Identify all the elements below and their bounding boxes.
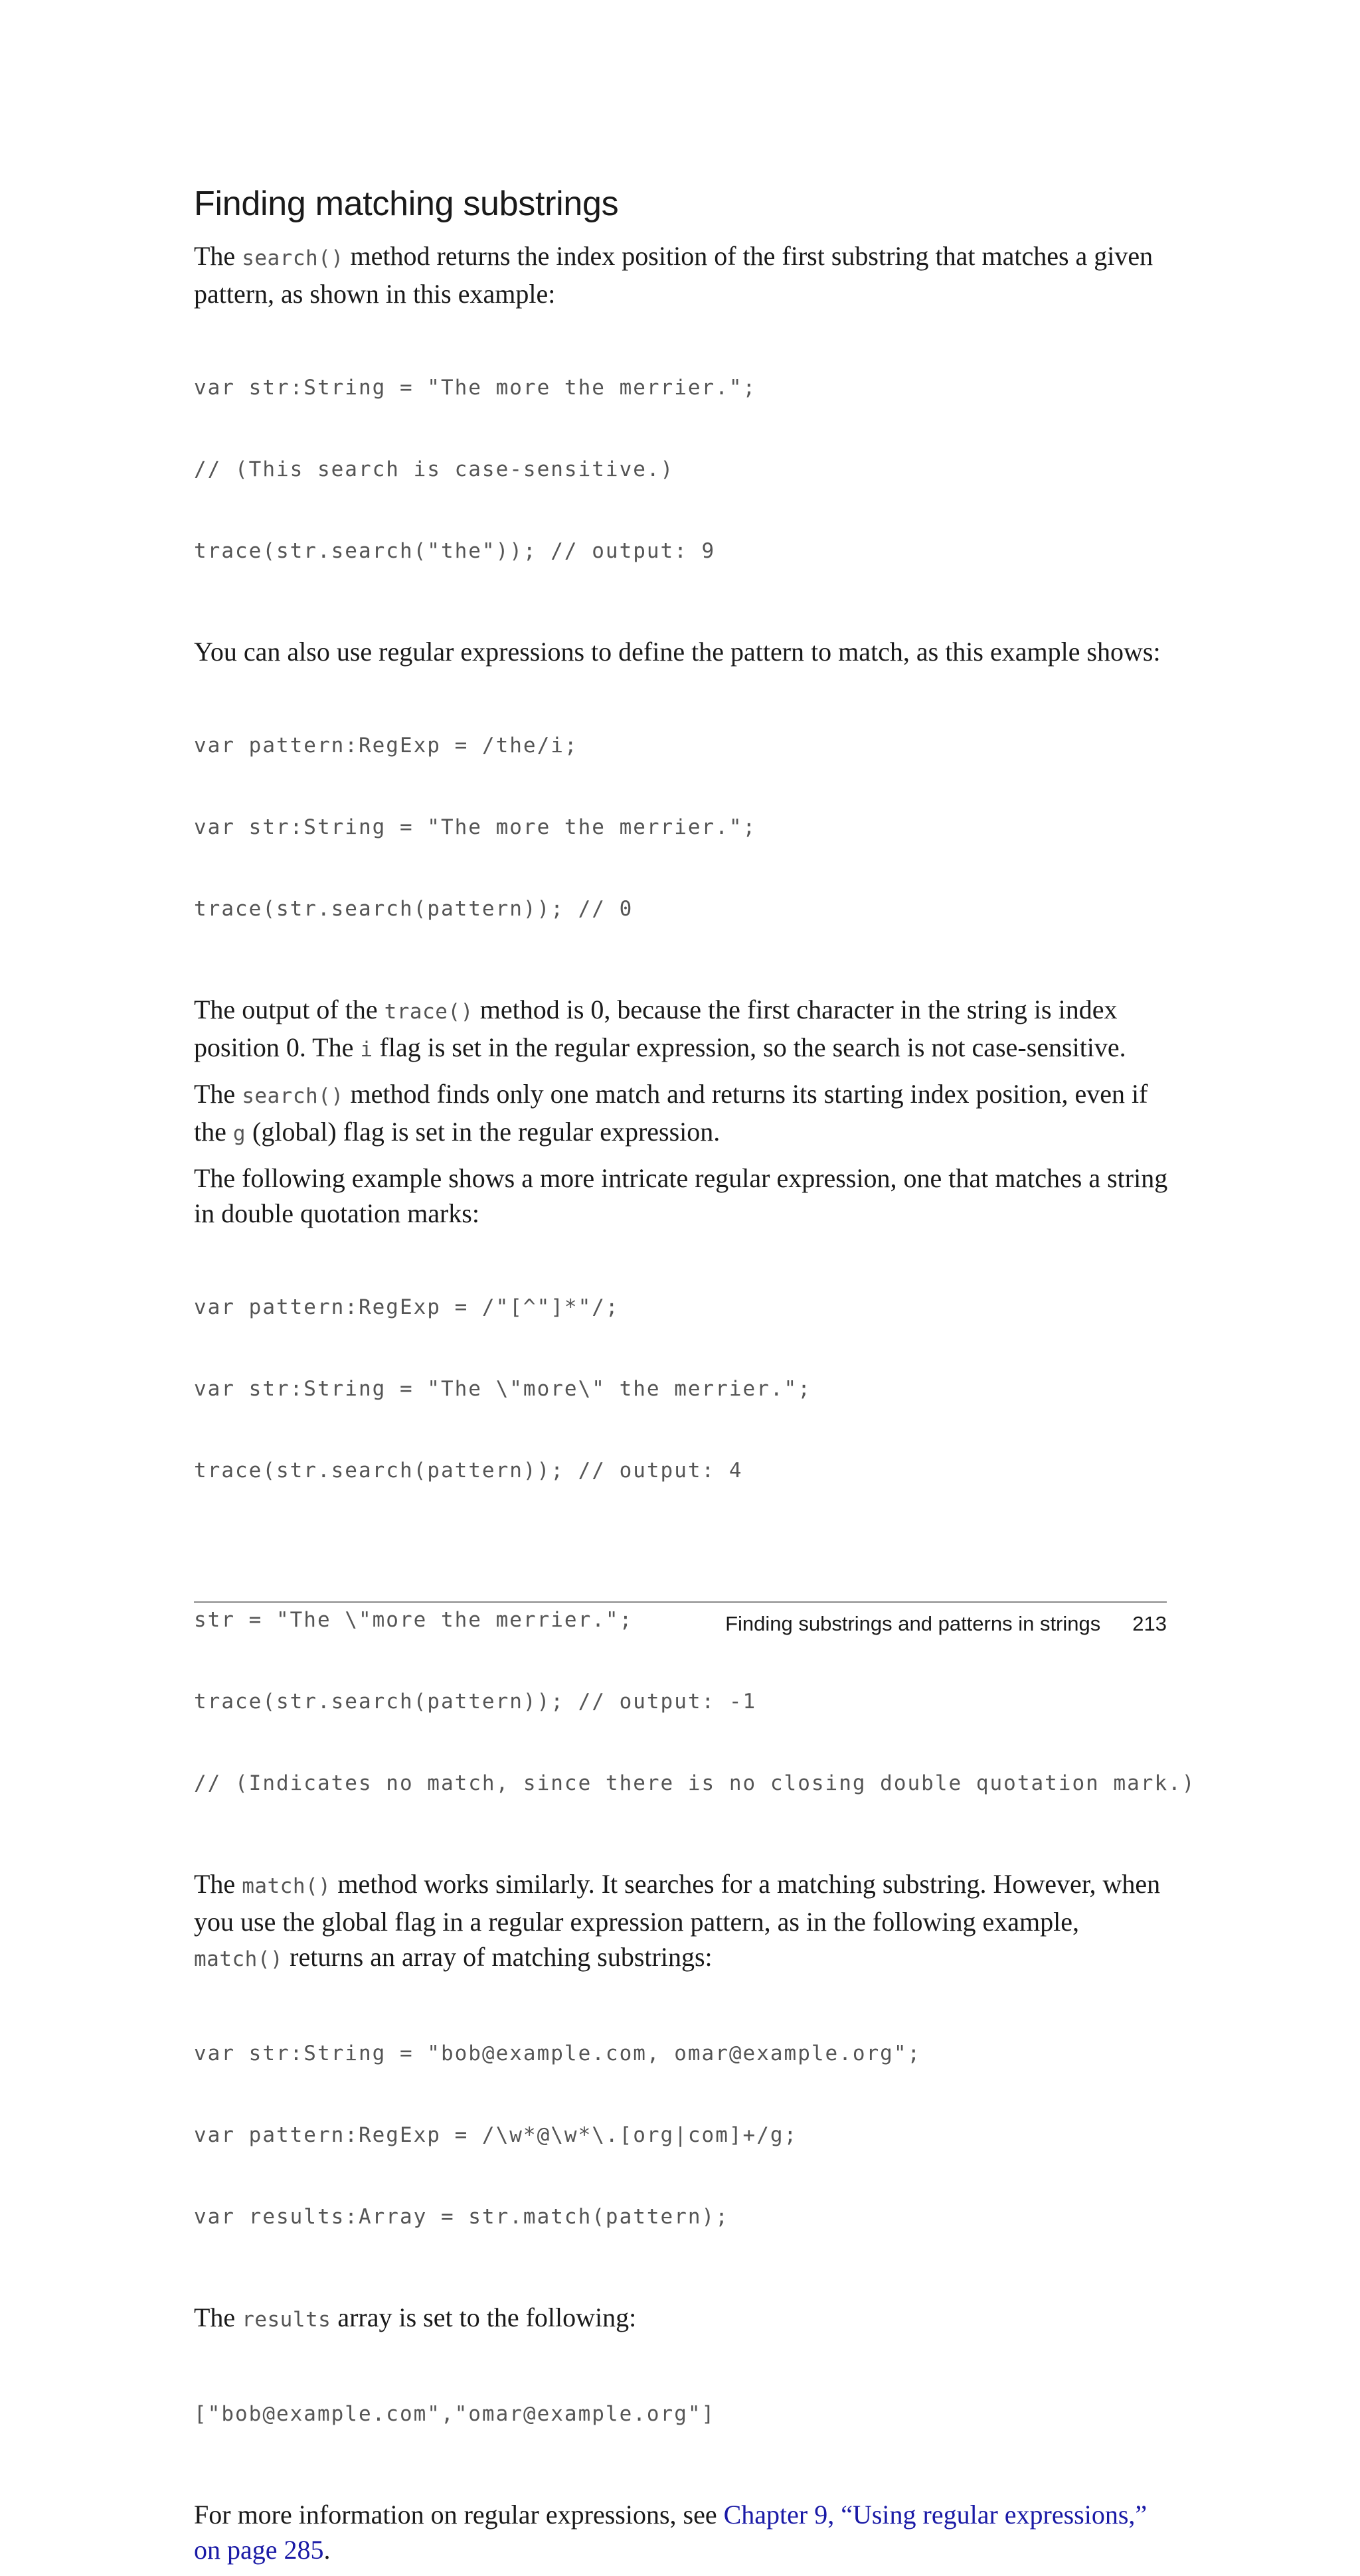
text-run: (global) flag is set in the regular expression. [246, 1117, 721, 1147]
text-run: method finds only one match and returns its starting index position, even if the [194, 1079, 1148, 1147]
text-run: flag is set in the regular expression, so the search is not case-sensitive. [373, 1032, 1126, 1062]
page-footer [194, 1612, 1167, 1644]
footer-divider [194, 1601, 1167, 1603]
text-run: The output of the [194, 995, 384, 1024]
inline-code: g [232, 1122, 246, 1146]
inline-code: match() [194, 1947, 284, 1971]
chapter-cross-reference-link[interactable]: Chapter 9, “Using regular expressions,” on page 285 [194, 2500, 1148, 2565]
code-line: trace(str.search(pattern)); // 0 [194, 897, 634, 921]
code-line: // (This search is case-sensitive.) [194, 457, 675, 481]
code-line: var pattern:RegExp = /"[^"]*"/; [194, 1295, 620, 1319]
inline-code: i [360, 1038, 373, 1062]
code-line: trace(str.search(pattern)); // output: -1 [194, 1690, 757, 1714]
paragraph-regex-intro: You can also use regular expressions to define the pattern to match, as this example shows: [194, 637, 1161, 667]
code-block-results-value [194, 2346, 1170, 2482]
code-line: trace(str.search("the")); // output: 9 [194, 539, 716, 563]
code-line: var str:String = "The more the merrier."; [194, 376, 757, 400]
paragraph-match-method [194, 1866, 1170, 1977]
text-run: array is set to the following: [331, 2302, 637, 2332]
text-run: For more information on regular expressions, see [194, 2500, 724, 2530]
text-run: The [194, 1869, 242, 1899]
text-run: method returns the index position of the first substring that matches a given pattern, as shown in this example: [194, 241, 1153, 309]
text-run: . [323, 2535, 331, 2565]
code-line: var str:String = "The more the merrier."; [194, 815, 757, 839]
inline-code: search() [242, 246, 344, 270]
code-block-match-example [194, 1986, 1170, 2285]
page-content [194, 183, 1196, 2576]
text-run: method works similarly. It searches for a matching substring. However, when you use the global flag in a regular expression pattern, as in the following example, [194, 1869, 1161, 1937]
section-heading: Finding matching substrings [194, 185, 619, 223]
paragraph-more-info [194, 2497, 1170, 2567]
paragraph-trace-output [194, 992, 1170, 1068]
footer-section-title: Finding substrings and patterns in strings [725, 1612, 1101, 1635]
code-line: ["bob@example.com","omar@example.org"] [194, 2402, 716, 2426]
code-line: var pattern:RegExp = /\w*@\w*\.[org|com]+/g; [194, 2123, 798, 2147]
text-run: The [194, 1079, 242, 1109]
code-block-search-string [194, 320, 1170, 619]
code-blank-line [194, 1539, 1170, 1552]
code-line: str = "The \"more the merrier."; [194, 1608, 634, 1632]
paragraph-results-array [194, 2300, 1170, 2338]
code-line: var str:String = "bob@example.com, omar@example.org"; [194, 2042, 922, 2065]
text-run: method is 0, because the first character in the string is index position 0. The [194, 995, 1118, 1062]
text-run: The [194, 241, 242, 271]
text-run: returns an array of matching substrings: [283, 1942, 713, 1972]
code-block-quoted-string [194, 1240, 1196, 1852]
code-line: trace(str.search(pattern)); // output: 4 [194, 1459, 743, 1483]
code-line: var str:String = "The \"more\" the merrier."; [194, 1377, 811, 1401]
paragraph-intricate-regex: The following example shows a more intricate regular expression, one that matches a string in double quotation marks: [194, 1163, 1168, 1228]
code-line: var results:Array = str.match(pattern); [194, 2205, 729, 2229]
inline-code: match() [242, 1874, 331, 1898]
inline-code: results [242, 2308, 331, 2332]
code-block-search-regex [194, 678, 1170, 977]
paragraph-search-one-match [194, 1076, 1170, 1152]
code-line: var pattern:RegExp = /the/i; [194, 734, 578, 758]
page-number: 213 [1132, 1612, 1167, 1635]
inline-code: search() [242, 1084, 344, 1108]
paragraph-search-intro [194, 238, 1170, 311]
code-line: // (Indicates no match, since there is no closing double quotation mark.) [194, 1771, 1196, 1795]
inline-code: trace() [384, 1000, 473, 1024]
text-run: The [194, 2302, 242, 2332]
